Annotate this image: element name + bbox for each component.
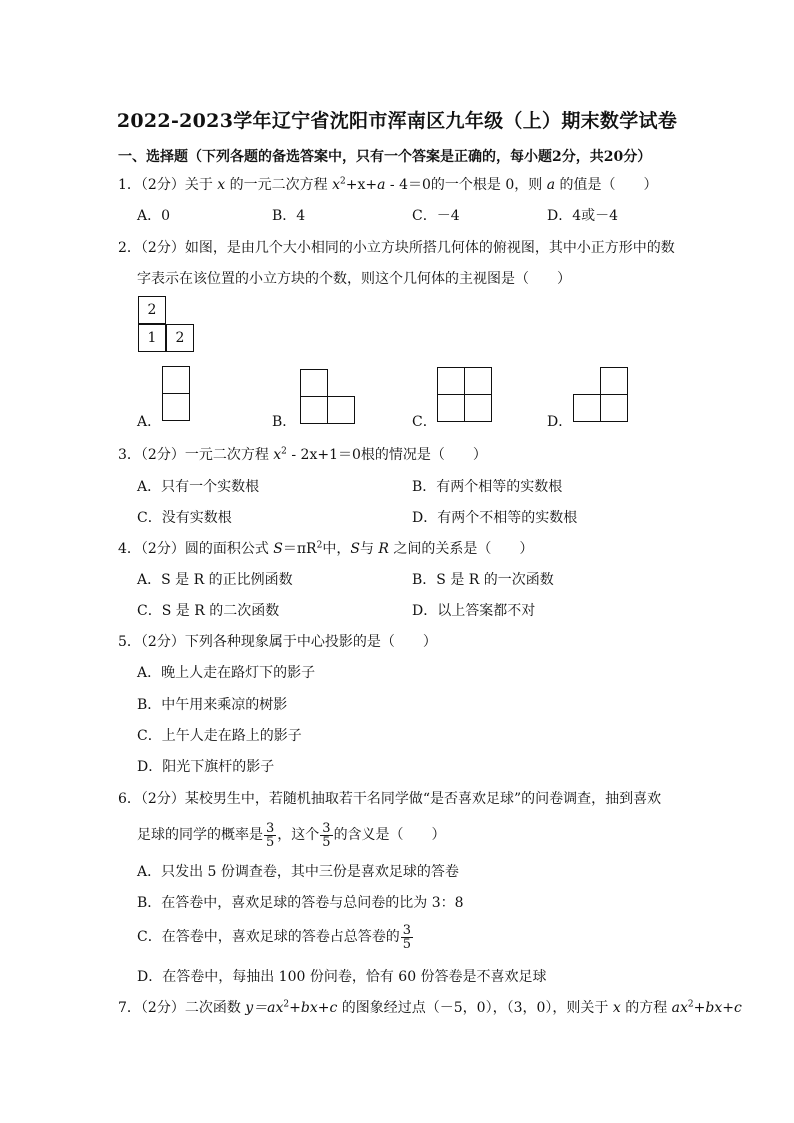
q6-option-c: C．在答卷中，喜欢足球的答卷占总答卷的 $\frac{3}{5}$ (137, 922, 411, 952)
q5-option-b: B．中午用来乘凉的树影 (137, 697, 288, 713)
figure-square (300, 396, 328, 424)
question-5-stem: 5．（2分）下列各种现象属于中心投影的是（ ） (118, 634, 437, 650)
figure-square (437, 394, 465, 422)
q6-option-d: D．在答卷中，每抽出 100 份问卷，恰有 60 份答卷是不喜欢足球 (137, 969, 547, 985)
q5-option-c: C．上午人走在路上的影子 (137, 728, 302, 744)
fraction: $\frac{3}{5}$ (402, 922, 411, 952)
figure-square (464, 394, 492, 422)
question-1-stem: 1．（2分）关于 x 的一元二次方程 $x^2+x+a - 4=0$的一个根是 0，则 a 的值是（ ） (118, 176, 658, 193)
fraction: $\frac{3}{5}$ (266, 820, 275, 850)
figure-square (600, 394, 628, 422)
q2-option-a-label: A． (137, 414, 162, 430)
figure-square (600, 367, 628, 395)
q3-option-b: B．有两个相等的实数根 (412, 479, 563, 495)
q3-option-c: C．没有实数根 (137, 510, 232, 526)
q4-option-d: D．以上答案都不对 (412, 603, 536, 619)
q2-option-d-label: D． (547, 414, 573, 430)
question-7-stem: 7．（2分）二次函数 $y=ax^2+bx+c$ 的图象经过点（－5，0），（3，0），则关于 x 的方程 $ax^2+bx+c$ (118, 999, 742, 1016)
page-title: 2022-2023学年辽宁省沈阳市浑南区九年级（上）期末数学试卷 (116, 110, 678, 132)
grid-cell-top: 2 (138, 296, 166, 324)
question-4-stem: 4．（2分）圆的面积公式 $S=\pi R^2$中，S与 R 之间的关系是（ ） (118, 540, 534, 557)
q4-option-a: A．S 是 R 的正比例函数 (137, 572, 293, 588)
section-heading: 一、选择题（下列各题的备选答案中，只有一个答案是正确的，每小题2分，共20分） (118, 149, 652, 165)
figure-square (437, 367, 465, 395)
fraction: $\frac{3}{5}$ (322, 820, 331, 850)
figure-square (573, 394, 601, 422)
q1-option-d: D．4或－4 (547, 208, 619, 224)
q4-option-c: C．S 是 R 的二次函数 (137, 603, 280, 619)
q2-option-c-label: C． (412, 414, 437, 430)
q5-option-a: A．晚上人走在路灯下的影子 (137, 665, 316, 681)
q1-option-a: A．0 (137, 208, 171, 224)
q1-option-c: C．－4 (412, 208, 460, 224)
question-2-line-2: 字表示在该位置的小立方块的个数，则这个几何体的主视图是（ ） (137, 271, 571, 287)
q3-option-a: A．只有一个实数根 (137, 479, 260, 495)
grid-cell-bottom-right: 2 (166, 324, 194, 352)
figure-square (162, 366, 190, 394)
q6-option-b: B．在答卷中，喜欢足球的答卷与总问卷的比为 3：8 (137, 895, 464, 911)
question-3-stem: 3．（2分）一元二次方程 $x^2 - 2x+1=0$根的情况是（ ） (118, 446, 487, 463)
figure-square (300, 369, 328, 397)
figure-square (464, 367, 492, 395)
q6-option-a: A．只发出 5 份调查卷，其中三份是喜欢足球的答卷 (137, 864, 459, 880)
question-6-line-2: 足球的同学的概率是 $\frac{3}{5}$ ，这个 $\frac{3}{5}$ 的含义是（ ） (137, 820, 446, 850)
question-2-line-1: 2．（2分）如图，是由几个大小相同的小立方块所搭几何体的俯视图，其中小正方形中的数 (118, 240, 675, 256)
q1-option-b: B．4 (272, 208, 306, 224)
q4-option-b: B．S 是 R 的一次函数 (412, 572, 554, 588)
q5-option-d: D．阳光下旗杆的影子 (137, 759, 275, 775)
question-6-line-1: 6．（2分）某校男生中，若随机抽取若干名同学做“是否喜欢足球”的问卷调查，抽到喜欢 (118, 791, 662, 807)
figure-square (162, 393, 190, 421)
q3-option-d: D．有两个不相等的实数根 (412, 510, 578, 526)
grid-cell-bottom-left: 1 (138, 324, 166, 352)
figure-square (327, 396, 355, 424)
q2-option-b-label: B． (272, 414, 297, 430)
